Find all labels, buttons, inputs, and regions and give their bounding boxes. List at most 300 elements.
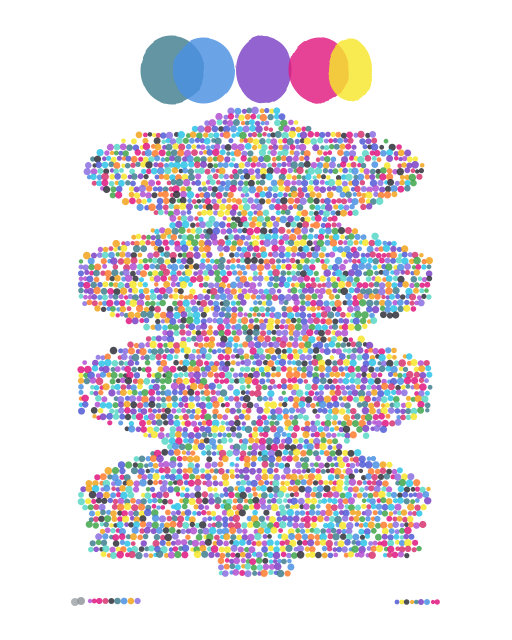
dot [407,516,413,522]
dot [264,187,269,192]
dot [369,293,375,299]
dot [298,498,305,505]
dot [208,270,214,276]
dot [176,468,182,474]
dot [196,335,203,342]
dot [194,162,201,169]
dot [98,390,103,395]
dot [361,234,367,240]
dot [323,168,328,173]
dot [393,510,397,514]
dot [157,186,163,192]
dot [167,342,173,348]
dot [172,293,178,299]
dot [327,186,332,191]
dot [244,312,248,316]
dot [410,180,417,187]
dot [235,474,240,479]
dot [285,444,291,450]
dot [93,391,98,396]
dot [146,235,151,240]
dot [321,174,326,179]
dot [343,318,349,324]
dot [352,300,359,307]
dot [131,156,138,163]
dot [309,228,314,233]
dot [389,528,395,534]
dot [219,311,225,317]
dot [186,451,191,456]
dot [212,414,217,419]
dot [240,480,246,486]
dot [155,378,160,383]
dot [205,462,212,469]
dot [371,161,378,168]
dot [360,384,366,390]
dot [264,126,269,131]
dot [355,510,361,516]
dot [159,174,164,179]
dot [400,535,405,540]
dot [107,144,114,151]
dot [404,185,410,191]
dot [269,462,275,468]
dot [115,191,122,198]
dot [222,455,229,462]
dot [365,509,372,516]
dot [247,197,254,204]
dot [94,264,101,271]
dot [307,197,314,204]
dot [144,527,151,534]
dot [216,318,223,325]
dot [326,432,332,438]
dot [349,337,354,342]
dot [337,246,344,253]
dot [292,305,299,312]
dot [178,390,183,395]
dot [247,313,252,318]
dot [291,180,296,185]
dot [104,150,109,155]
dot [240,265,246,271]
dot [200,468,205,473]
dot [229,527,236,534]
dot [370,317,377,324]
dot [111,486,116,491]
dot [368,485,374,491]
dot [371,233,378,240]
dot [312,175,316,179]
dot [297,540,303,546]
dot [324,139,329,144]
dot [382,480,389,487]
dot [196,359,204,367]
dot [223,131,230,138]
dot [399,157,403,161]
dot [152,409,157,414]
dot [386,275,393,282]
dot [113,540,120,547]
dot [368,541,373,546]
dot [87,288,94,295]
dot [385,300,392,307]
dot [288,120,294,126]
dot [286,348,292,354]
dot [93,270,100,277]
dot [342,450,348,456]
dot [145,161,152,168]
dot [408,511,413,516]
dot [156,419,163,426]
dot [263,564,269,570]
dot [380,311,387,318]
dot [153,162,158,167]
dot [332,378,338,384]
dot [321,264,327,270]
dot [251,235,256,240]
dot [98,301,102,305]
dot [138,468,145,475]
dot [205,539,212,546]
dot [224,354,230,360]
dot [126,479,133,486]
dot [125,414,131,420]
dot [133,511,139,517]
dot [372,461,380,469]
dot [167,486,174,493]
dot [333,204,338,209]
dot [139,293,145,299]
dot [168,499,173,504]
dot [355,505,361,511]
dot [402,252,408,258]
dot [256,221,262,227]
dot [126,318,133,325]
dot [329,341,336,348]
dot [93,287,100,294]
dot [145,492,152,499]
dot [294,120,299,125]
dot [94,156,101,163]
dot [194,485,201,492]
dot [324,450,330,456]
dot [143,534,149,540]
dot [205,473,212,480]
dot [92,414,96,418]
dot [124,541,130,547]
dot [157,348,164,355]
dot [132,317,139,324]
dot [287,559,292,564]
dot [336,444,342,450]
dot [281,155,287,161]
dot [319,443,326,450]
dot [221,307,226,312]
dot [261,415,267,421]
dot [146,169,152,175]
dot [230,317,237,324]
dot [177,479,184,486]
dot [352,251,359,258]
dot [269,474,275,480]
dot [150,264,156,270]
dot [195,173,201,179]
dot [78,384,84,390]
dot [383,269,390,276]
dot [331,433,336,438]
dot [293,384,300,391]
dot [192,444,198,450]
dot [285,222,291,228]
dot [231,545,238,552]
dot [188,402,195,409]
dot [255,121,260,126]
dot [327,379,333,385]
dot [348,551,354,557]
dot [307,185,314,192]
dot [322,217,327,222]
dot [147,253,153,259]
dot [129,186,134,191]
dot [88,264,94,270]
dot [392,521,399,528]
dot [242,324,248,330]
dot [366,269,373,276]
dot [196,498,203,505]
dot [128,511,134,517]
dot [313,347,320,354]
dot [120,306,127,313]
dot [325,366,332,373]
dot [297,174,302,179]
dot [127,306,132,311]
dot [198,504,204,510]
dot [185,535,190,540]
dot [203,282,209,288]
dot [139,546,145,552]
dot [197,199,202,204]
dot [193,263,199,269]
dot [278,239,284,245]
dot [426,276,432,282]
dot [110,186,116,192]
dot [350,463,356,469]
dot [254,198,260,204]
dot [351,168,358,175]
dot [389,511,394,516]
dot [217,461,223,467]
dot [324,462,330,468]
dot [300,450,307,457]
dot [313,179,319,185]
dot [248,499,254,505]
dot [116,313,120,317]
dot [378,373,383,378]
dot [93,516,99,522]
dot [274,120,281,127]
dot [256,407,263,414]
dot [248,211,254,217]
dot [211,192,217,198]
dot [415,498,420,503]
dot [110,547,116,553]
dot [391,348,397,354]
dot [138,282,143,287]
dot [161,397,166,402]
dot [265,191,272,198]
dot [361,186,367,192]
dot [300,198,307,205]
dot [205,480,212,487]
dot [93,547,99,553]
dot [414,269,421,276]
dot [292,419,299,426]
dot [287,277,293,283]
dot [292,469,297,474]
dot [317,408,322,413]
dot [235,463,240,468]
dot [143,258,148,263]
dot [343,498,349,504]
dot [210,179,216,185]
dot [327,498,332,503]
dot [324,145,329,150]
dot [240,444,247,451]
dot [128,522,134,528]
dot [261,251,268,258]
dot [302,245,309,252]
dot [333,511,339,517]
dot [314,132,319,137]
dot [146,336,152,342]
dot [108,389,115,396]
dot [410,499,415,504]
dot [97,295,102,300]
dot [301,372,307,378]
dot [252,487,257,492]
dot [196,275,203,282]
dot [139,277,144,282]
dot [257,275,263,281]
dot [326,528,331,533]
dot [299,305,306,312]
dot [282,402,287,407]
dot [372,185,379,192]
dot [401,385,406,390]
dot [409,534,415,540]
dot [264,335,271,342]
dot [358,263,365,270]
dot [173,420,180,427]
dot [213,173,219,179]
dot [374,247,379,252]
dot [337,540,344,547]
dot [90,540,96,546]
dot [332,533,339,540]
dot [106,300,113,307]
dot [174,348,180,354]
dot [331,132,336,137]
dot [296,180,302,186]
dot [369,174,375,180]
dot [82,360,87,365]
dot [331,216,337,222]
dot [397,378,404,385]
dot [292,275,298,281]
dot [226,151,230,155]
dot [326,491,333,498]
dot [253,492,258,497]
dot [404,167,410,173]
dot [150,468,155,473]
dot [159,227,165,233]
dot [202,498,209,505]
dot [273,437,280,444]
dot [139,289,144,294]
dot [354,469,359,474]
dot [286,553,292,559]
dot [402,156,407,161]
dot [347,395,353,401]
dot [138,157,143,162]
dot [144,318,150,324]
dot [352,534,359,541]
dot [237,126,243,132]
dot [156,403,162,409]
dot [295,528,300,533]
dot [294,240,300,246]
dot [90,174,96,180]
dot [209,468,214,473]
dot [160,385,166,391]
dot [254,353,260,359]
dot [314,245,321,252]
dot [225,552,230,557]
dot [324,156,330,162]
dot [285,209,291,215]
dot [327,456,333,462]
dot [223,300,230,307]
dot [270,401,277,408]
dot [185,420,192,427]
dot [173,360,179,366]
dot [268,455,275,462]
dot [400,415,406,421]
dot [157,294,163,300]
dot [404,263,411,270]
dot [272,294,279,301]
dot [300,252,307,259]
dot [188,282,193,287]
dot [182,504,188,510]
dot [120,389,127,396]
dot [326,504,332,510]
dot [191,239,198,246]
dot [236,426,241,431]
dot [244,414,250,420]
dot [317,485,324,492]
dot [352,179,359,186]
dot [339,408,346,415]
dot [166,311,174,319]
dot [248,276,253,281]
dot [313,528,320,535]
dot [183,414,189,420]
dot [271,198,276,203]
dot [77,366,84,373]
dot [291,552,298,559]
